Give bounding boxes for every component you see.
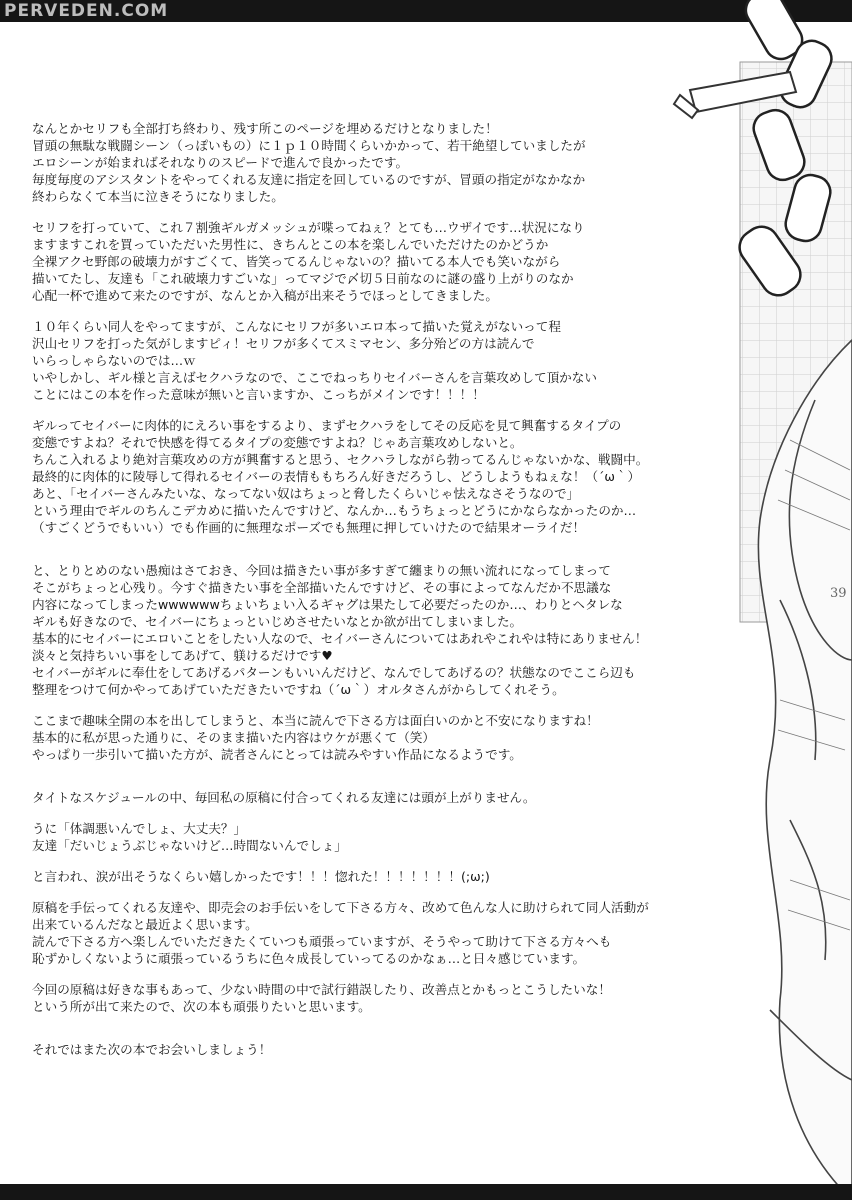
paragraph [32,789,722,806]
text-line: と、とりとめのない愚痴はさておき、今回は描きたい事が多すぎて纏まりの無い流れになってしまって [32,563,611,578]
text-line: 内容になってしまったwwwwwwちょいちょい入るギャグは果たして必要だったのか…、わりとヘタレな [32,597,623,612]
text-line: 淡々と気持ちいい事をしてあげて、躾けるだけです♥ [32,648,333,663]
text-line: と言われ、涙が出そうなくらい嬉しかったです！！！惚れた！！！！！！！(;ω;) [32,869,490,884]
text-line: ちんこ入れるより絶対言葉攻めの方が興奮すると思う、セクハラしながら勃ってるんじゃないかな、戦闘中。 [32,452,649,467]
paragraph [32,318,722,403]
paragraph [32,820,722,854]
paragraph [32,1041,722,1058]
afterword-text [32,120,722,1058]
text-line: 終わらなくて本当に泣きそうになりました。 [32,189,284,204]
text-line: 毎度毎度のアシスタントをやってくれる友達に指定を回しているのですが、冒頭の指定がなかなか [32,172,586,187]
text-line: ここまで趣味全開の本を出してしまうと、本当に読んで下さる方は面白いのかと不安になりますね！ [32,713,599,728]
bottom-bar [0,1184,852,1200]
text-line: １０年くらい同人をやってますが、こんなにセリフが多いエロ本って描いた覚えがないって程 [32,319,561,334]
paragraph [32,120,722,205]
paragraph [32,219,722,304]
text-line: 整理をつけて何かやってあげていただきたいですね（´ω｀）オルタさんがからしてくれそう。 [32,682,565,697]
text-line: 基本的に私が思った通りに、そのまま描いた内容はウケが悪くて（笑） [32,730,435,745]
text-line: やっぱり一歩引いて描いた方が、読者さんにとっては読みやすい作品になるようです。 [32,747,522,762]
paragraph [32,712,722,763]
text-line: いらっしゃらないのでは…ｗ [32,353,196,368]
text-line: （すごくどうでもいい）でも作画的に無理なポーズでも無理に押していけたので結果オーライだ！ [32,520,586,535]
text-line: タイトなスケジュールの中、毎回私の原稿に付合ってくれる友達には頭が上がりません。 [32,790,536,805]
text-line: そこがちょっと心残り。今すぐ描きたい事を全部描いたんですけど、その事によってなんだか不思議な [32,580,612,595]
text-line: いやしかし、ギル様と言えばセクハラなので、ここでねっちりセイバーさんを言葉攻めして頂かない [32,370,597,385]
text-line: ギルも好きなので、セイバーにちょっといじめさせたいなとか欲が出てしまいました。 [32,614,523,629]
text-line: 読んで下さる方へ楽しんでいただきたくていつも頑張っていますが、そうやって助けて下さる方々へも [32,934,612,949]
text-line: 出来ているんだなと最近よく思います。 [32,917,258,932]
text-line: 恥ずかしくないように頑張っているうちに色々成長していってるのかなぁ…と日々感じています。 [32,951,586,966]
text-line: セリフを打っていて、これ７割強ギルガメッシュが喋ってねぇ？とても…ウザイです…状況になり [32,220,585,235]
text-line: 変態ですよね？それで快感を得てるタイプの変態ですよね？じゃあ言葉攻めしないと。 [32,435,523,450]
text-line: ますますこれを買っていただいた男性に、きちんとこの本を楽しんでいただけたのかどうか [32,237,549,252]
text-line: という理由でギルのちんこデカめに描いたんですけど、なんか…もうちょっとどうにかならなかったのか… [32,503,637,518]
text-line: ギルってセイバーに肉体的にえろい事をするより、まずセクハラをしてその反応を見て興奮するタイプの [32,418,622,433]
text-line: なんとかセリフも全部打ち終わり、残す所このページを埋めるだけとなりました！ [32,121,498,136]
text-line: セイバーがギルに奉仕をしてあげるパターンもいいんだけど、なんでしてあげるの？状態なのでここら辺も [32,665,636,680]
paragraph [32,417,722,536]
text-line: 描いてたし、友達も「これ破壊力すごいな」ってマジで〆切５日前なのに謎の盛り上がりのなか [32,271,574,286]
text-line: 今回の原稿は好きな事もあって、少ない時間の中で試行錯誤したり、改善点とかもっとこうしたいな！ [32,982,611,997]
text-line: という所が出て来たので、次の本も頑張りたいと思います。 [32,999,371,1014]
text-line: 最終的に肉体的に陵辱して得れるセイバーの表情ももちろん好きだろうし、どうしようもねぇな！（´ω｀） [32,469,641,484]
paragraph [32,981,722,1015]
text-line: 全裸アクセ野郎の破壊力がすごくて、皆笑ってるんじゃないの？描いてる本人でも笑いながら [32,254,561,269]
text-line: 冒頭の無駄な戦闘シーン（っぽいもの）に１ｐ１０時間くらいかかって、若干絶望していましたが [32,138,586,153]
text-line: 沢山セリフを打った気がしますピィ！セリフが多くてスミマセン、多分殆どの方は読んで [32,336,535,351]
page-number: 39 [830,586,847,601]
paragraph [32,868,722,885]
text-line: 友達「だいじょうぶじゃないけど…時間ないんでしょ」 [32,838,347,853]
text-line: 原稿を手伝ってくれる友達や、即売会のお手伝いをして下さる方々、改めて色んな人に助けられて同人活動が [32,900,649,915]
watermark-logo: PERVEDEN.COM [4,1,169,21]
paragraph [32,899,722,967]
text-line: 心配一杯で進めて来たのですが、なんとか入稿が出来そうでほっとしてきました。 [32,288,498,303]
text-line: それではまた次の本でお会いしましょう！ [32,1042,272,1057]
text-line: エロシーンが始まればそれなりのスピードで進んで良かったです。 [32,155,409,170]
text-line: あと、「セイバーさんみたいな、なってない奴はちょっと脅したくらいじゃ怯えなさそうなので」 [32,486,580,501]
text-line: 基本的にセイバーにエロいことをしたい人なので、セイバーさんについてはあれやこれやは特にありません！ [32,631,648,646]
paragraph [32,562,722,698]
text-line: うに「体調悪いんでしょ、大丈夫？」 [32,821,247,836]
text-line: ことにはこの本を作った意味が無いと言いますか、こっちがメインです！！！！ [32,387,485,402]
